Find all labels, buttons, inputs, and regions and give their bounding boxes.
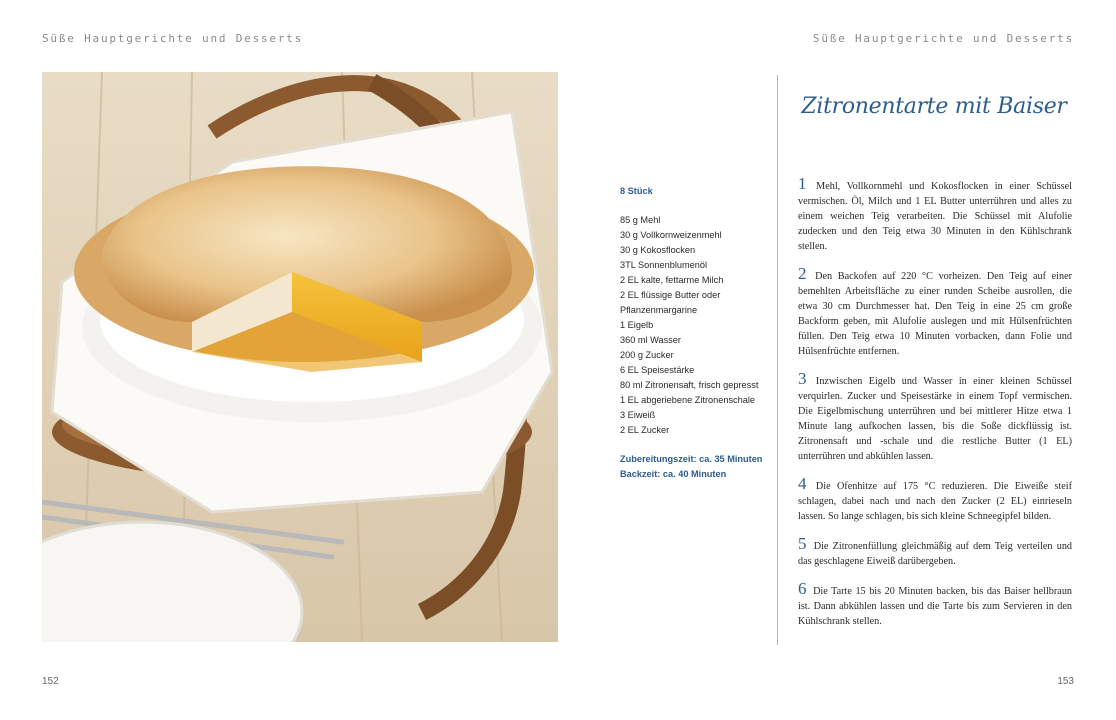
step-text: Den Backofen auf 220 °C vorheizen. Den Teig auf einer bemehlten Arbeitsfläche zu einer runden Scheibe ausrollen, die etwa 30 cm Durchmesser hat. Den Teig in eine 25 cm große Backform geben, mit Alufolie auslegen und mit Hülsenfrüchten füllen. Den Teig etwa 10 Minuten vorbacken, dann Folie und Hülsenfrüchte entfernen. (798, 271, 1072, 357)
method-step (798, 174, 1072, 254)
ingredient-item: 3 Eiweiß (620, 410, 656, 420)
ingredient-item: 30 g Kokosflocken (620, 245, 696, 255)
step-text: Die Tarte 15 bis 20 Minuten backen, bis das Baiser hellbraun ist. Dann abkühlen lassen und die Tarte bis zum Servieren in den Kühlschrank stellen. (798, 586, 1073, 627)
running-head-right: Süße Hauptgerichte und Desserts (812, 32, 1074, 45)
ingredient-item: 80 ml Zitronensaft, frisch gepresst (620, 380, 759, 390)
step-text: Mehl, Vollkornmehl und Kokosflocken in einer Schüssel vermischen. Öl, Milch und 1 EL Butter unterrühren und alles zu einem weichen Teig verarbeiten. Die Schüssel mit Alufolie zudecken und den Teig etwa 30 Minuten in den Kühlschrank stellen. (798, 181, 1072, 252)
method-step (798, 579, 1073, 629)
ingredient-item: 1 Eigelb (620, 320, 654, 330)
running-head-left: Süße Hauptgerichte und Desserts (42, 32, 304, 45)
step-number: 6 (798, 579, 807, 598)
ingredient-item: 30 g Vollkornweizenmehl (620, 230, 722, 240)
step-text: Die Ofenhitze auf 175 °C reduzieren. Die Eiweiße steif schlagen, dabei nach und nach den Zucker (2 EL) einrieseln lassen. So lange schlagen, bis sich kleine Schneegipfel bilden. (798, 481, 1072, 522)
page-number-left: 152 (42, 676, 59, 687)
page-gutter-divider (777, 75, 778, 645)
ingredient-item: 360 ml Wasser (620, 335, 681, 345)
ingredient-item: 6 EL Speisestärke (620, 365, 695, 375)
page-number-right: 153 (1057, 676, 1074, 687)
step-number: 3 (798, 369, 807, 388)
step-number: 1 (798, 174, 807, 193)
ingredients (620, 213, 770, 438)
recipe-title: Zitronentarte mit Baiser (801, 94, 1067, 119)
prep-time: Zubereitungszeit: ca. 35 Minuten (620, 454, 763, 464)
ingredient-item: 2 EL Zucker (620, 425, 670, 435)
method-step (798, 369, 1073, 464)
method-step (798, 474, 1072, 524)
bake-time: Backzeit: ca. 40 Minuten (620, 469, 727, 479)
ingredient-item: 2 EL kalte, fettarme Milch (620, 275, 724, 285)
ingredient-list (620, 184, 770, 482)
ingredient-item: 85 g Mehl (620, 215, 661, 225)
lemon-meringue-tart-photo (42, 72, 558, 642)
method-step (798, 264, 1072, 359)
step-number: 5 (798, 534, 807, 553)
ingredient-item: 2 EL flüssige Butter oder (620, 290, 721, 300)
method-steps (798, 174, 1073, 643)
recipe-yield: 8 Stück (620, 186, 653, 196)
timing-info (620, 452, 770, 482)
step-number: 2 (798, 264, 807, 283)
ingredient-item: 200 g Zucker (620, 350, 674, 360)
ingredient-item: 1 EL abgeriebene Zitronenschale (620, 395, 756, 405)
ingredient-item: 3TL Sonnenblumenöl (620, 260, 708, 270)
step-number: 4 (798, 474, 807, 493)
method-step (798, 534, 1073, 569)
step-text: Die Zitronenfüllung gleichmäßig auf dem Teig verteilen und das geschlagene Eiweiß darübergeben. (798, 541, 1073, 567)
step-text: Inzwischen Eigelb und Wasser in einer kleinen Schüssel verquirlen. Zucker und Speisestärke in einem Topf vermischen. Die Eigelbmischung unterrühren und bei mittlerer Hitze etwa 1 Minute lang aufkochen lassen, bis die Soße dickflüssig ist. Zitronensaft und -schale und die restliche Butter (1 EL) unterrühren und abkühlen lassen. (798, 376, 1073, 462)
ingredient-item: Pflanzenmargarine (620, 305, 698, 315)
